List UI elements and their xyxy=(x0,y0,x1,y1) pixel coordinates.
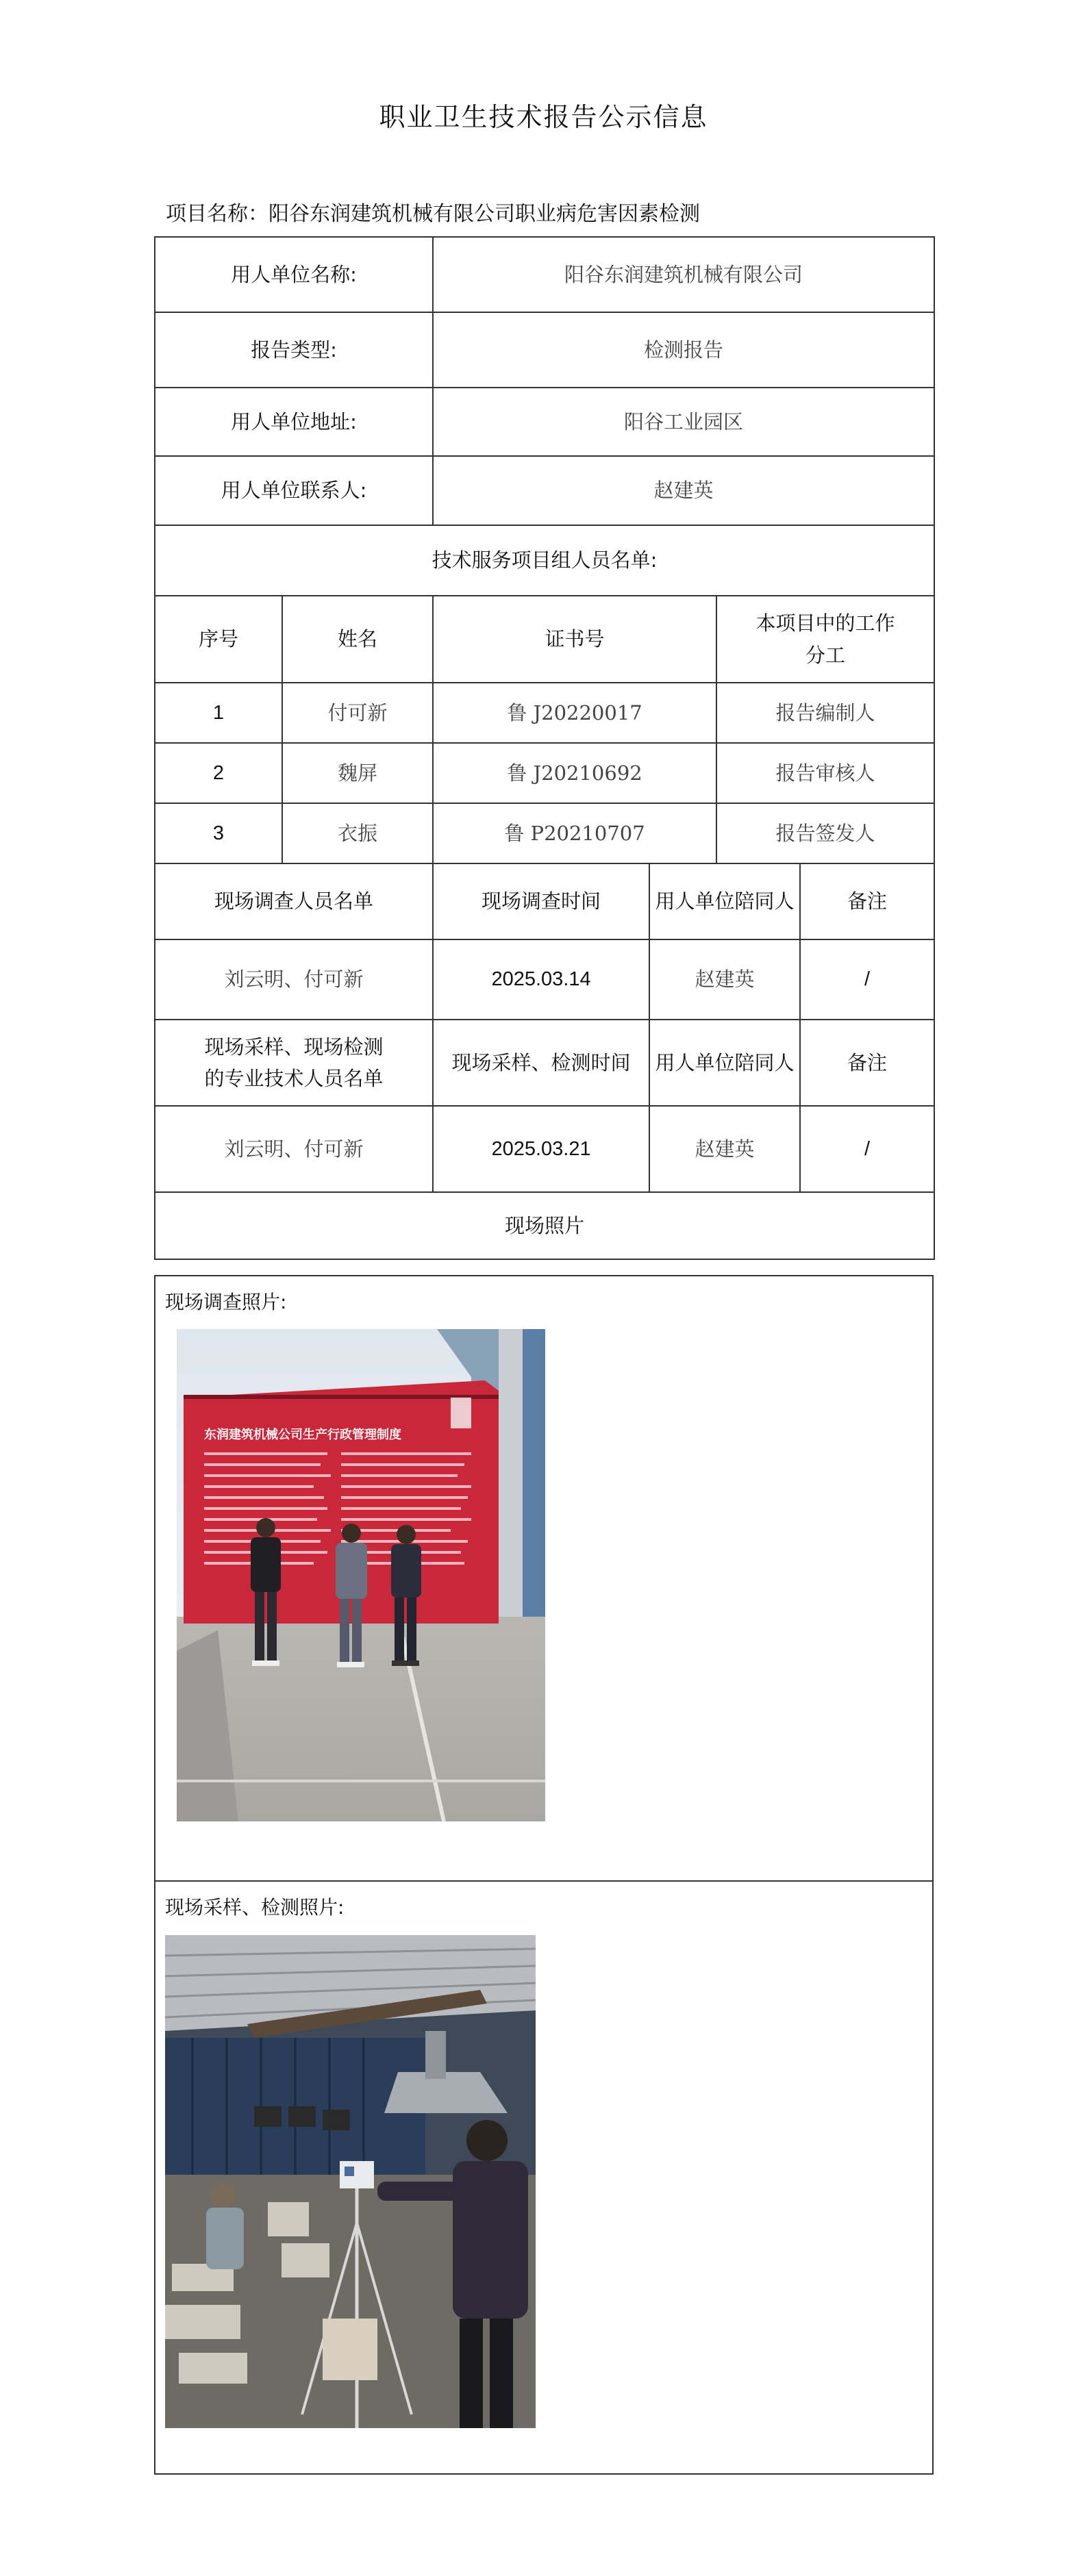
sampling-companion: 赵建英 xyxy=(649,1106,800,1192)
table-row xyxy=(155,683,934,743)
sampling-photo-label: 现场采样、检测照片: xyxy=(165,1896,345,1919)
survey-photo-image xyxy=(177,1329,545,1821)
col-name-header: 姓名 xyxy=(282,596,433,683)
sampling-photo-section xyxy=(154,1880,934,2475)
survey-photo-label: 现场调查照片: xyxy=(165,1291,287,1313)
contact-value: 赵建英 xyxy=(433,456,934,525)
row-name: 付可新 xyxy=(282,683,433,743)
employer-value: 阳谷东润建筑机械有限公司 xyxy=(433,237,934,312)
sampling-staff-header xyxy=(155,1020,433,1106)
banner-title: 东润建筑机械公司生产行政管理制度 xyxy=(204,1428,401,1442)
employer-label: 用人单位名称: xyxy=(155,237,433,312)
photos-heading: 现场照片 xyxy=(155,1192,934,1259)
sampling-time-header: 现场采样、检测时间 xyxy=(433,1020,649,1106)
row-name: 衣振 xyxy=(282,803,433,863)
project-name: 项目名称：阳谷东润建筑机械有限公司职业病危害因素检测 xyxy=(166,202,700,226)
sampling-note-header: 备注 xyxy=(800,1020,934,1106)
survey-companion: 赵建英 xyxy=(649,939,800,1020)
survey-staff-header: 现场调查人员名单 xyxy=(155,863,433,939)
col-role-header xyxy=(716,596,934,683)
row-role: 报告审核人 xyxy=(716,743,934,803)
row-cert: 鲁 J20220017 xyxy=(433,683,716,743)
col-role-header-line1: 本项目中的工作 xyxy=(755,611,895,635)
table-row xyxy=(155,803,934,863)
contact-label: 用人单位联系人: xyxy=(155,456,433,525)
row-no: 1 xyxy=(155,683,282,743)
survey-photo-section xyxy=(154,1275,934,1882)
row-no: 2 xyxy=(155,743,282,803)
survey-time: 2025.03.14 xyxy=(433,939,649,1020)
survey-photo xyxy=(177,1329,545,1821)
col-no-header: 序号 xyxy=(155,596,282,683)
info-table xyxy=(154,236,935,1260)
address-label: 用人单位地址: xyxy=(155,388,433,456)
address-value: 阳谷工业园区 xyxy=(433,388,934,456)
page-title: 职业卫生技术报告公示信息 xyxy=(379,102,708,132)
sampling-staff-header-line2: 的专业技术人员名单 xyxy=(204,1067,384,1090)
row-role: 报告签发人 xyxy=(716,803,934,863)
sampling-photo xyxy=(165,1935,536,2428)
row-role: 报告编制人 xyxy=(716,683,934,743)
col-cert-header: 证书号 xyxy=(433,596,716,683)
survey-time-header: 现场调查时间 xyxy=(433,863,649,939)
sampling-companion-header: 用人单位陪同人 xyxy=(649,1020,800,1106)
survey-note: / xyxy=(800,939,934,1020)
sampling-staff: 刘云明、付可新 xyxy=(155,1106,433,1192)
team-heading: 技术服务项目组人员名单: xyxy=(155,525,934,596)
table-row xyxy=(155,743,934,803)
row-cert: 鲁 J20210692 xyxy=(433,743,716,803)
report-type-label: 报告类型: xyxy=(155,312,433,388)
sampling-photo-image xyxy=(165,1935,536,2428)
row-name: 魏屏 xyxy=(282,743,433,803)
survey-note-header: 备注 xyxy=(800,863,934,939)
report-type-value: 检测报告 xyxy=(433,312,934,388)
survey-companion-header: 用人单位陪同人 xyxy=(649,863,800,939)
row-cert: 鲁 P20210707 xyxy=(433,803,716,863)
survey-staff: 刘云明、付可新 xyxy=(155,939,433,1020)
col-role-header-line2: 分工 xyxy=(805,643,846,667)
sampling-staff-header-line1: 现场采样、现场检测 xyxy=(204,1035,384,1059)
sampling-time: 2025.03.21 xyxy=(433,1106,649,1192)
sampling-note: / xyxy=(800,1106,934,1192)
row-no: 3 xyxy=(155,803,282,863)
